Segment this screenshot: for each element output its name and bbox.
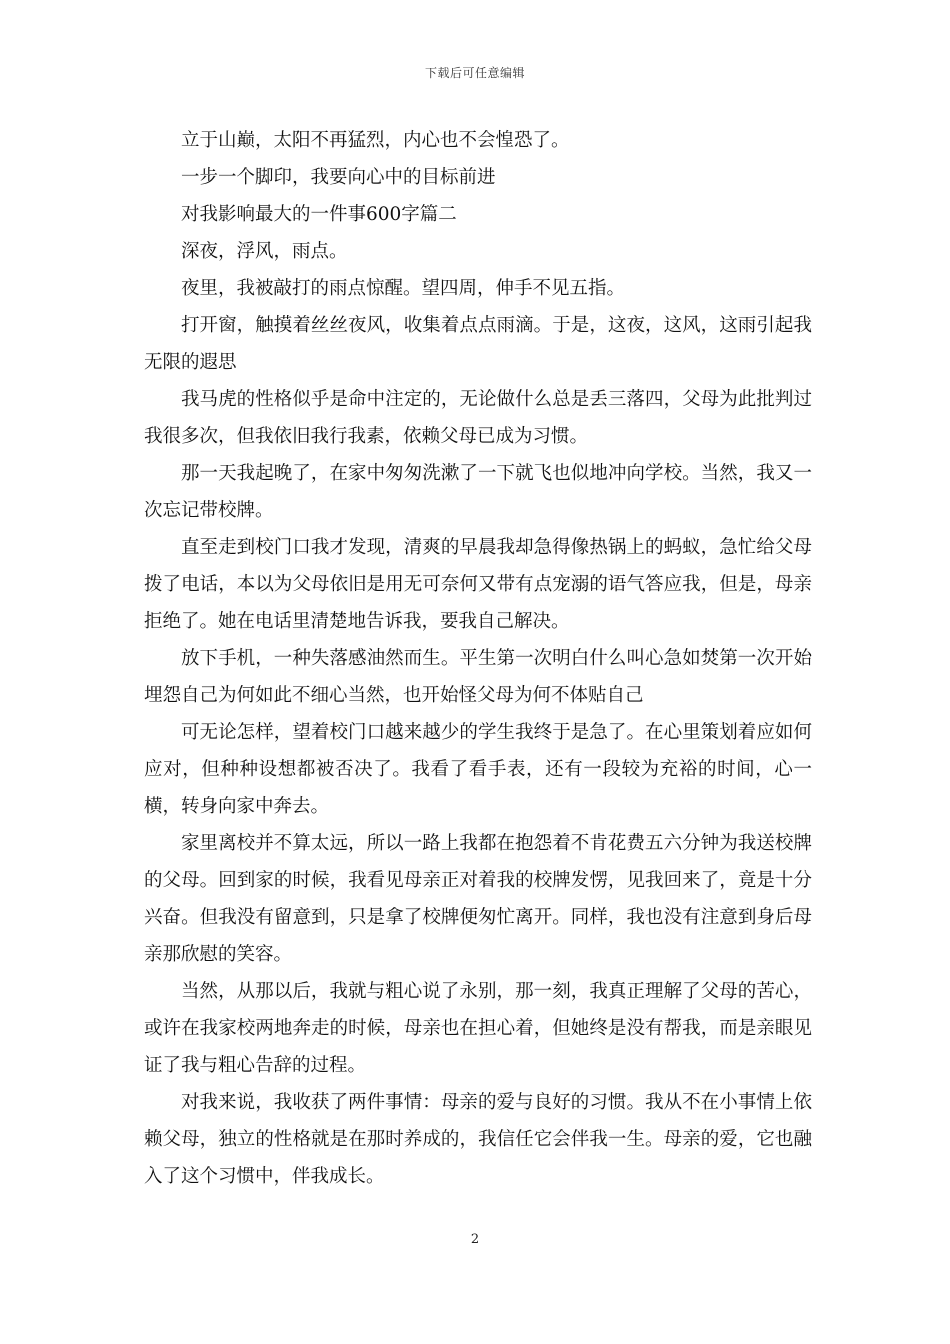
paragraph-4: 深夜，浮风，雨点。 [181,241,348,262]
paragraph-2: 一步一个脚印，我要向心中的目标前进 [181,167,496,188]
paragraph-5: 夜里，我被敲打的雨点惊醒。望四周，伸手不见五指。 [181,278,626,299]
paragraph-9: 直至走到校门口我才发现，清爽的早晨我却急得像热锅上的蚂蚁，急忙给父母拨了电话，本以为父母依旧是用无可奈何又带有点宠溺的语气答应我，但是，母亲拒绝了。她在电话里清楚地告诉我，要我自己解决。 [144,537,812,632]
document-body [144,122,812,1195]
paragraph-11: 可无论怎样，望着校门口越来越少的学生我终于是急了。在心里策划着应如何应对，但种种设想都被否决了。我看了看手表，还有一段较为充裕的时间，心一横，转身向家中奔去。 [144,722,812,817]
paragraph-7: 我马虎的性格似乎是命中注定的，无论做什么总是丢三落四，父母为此批判过我很多次，但我依旧我行我素，依赖父母已成为习惯。 [144,389,812,447]
paragraph-6: 打开窗，触摸着丝丝夜风，收集着点点雨滴。于是，这夜，这风，这雨引起我无限的遐思 [144,315,812,373]
page-header: 下载后可任意编辑 [424,66,525,80]
paragraph-13: 当然，从那以后，我就与粗心说了永别，那一刻，我真正理解了父母的苦心，或许在我家校两地奔走的时候，母亲也在担心着，但她终是没有帮我，而是亲眼见证了我与粗心告辞的过程。 [144,981,812,1076]
paragraph-10: 放下手机，一种失落感油然而生。平生第一次明白什么叫心急如焚第一次开始埋怨自己为何如此不细心当然，也开始怪父母为何不体贴自己 [144,648,812,706]
section-title: 对我影响最大的一件事600字篇二 [181,204,457,225]
paragraph-8: 那一天我起晚了，在家中匆匆洗漱了一下就飞也似地冲向学校。当然，我又一次忘记带校牌。 [144,463,812,521]
page-number: 2 [470,1232,480,1247]
paragraph-12: 家里离校并不算太远，所以一路上我都在抱怨着不肯花费五六分钟为我送校牌的父母。回到家的时候，我看见母亲正对着我的校牌发愣，见我回来了，竟是十分兴奋。但我没有留意到，只是拿了校牌便匆忙离开。同样，我也没有注意到身后母亲那欣慰的笑容。 [144,833,812,965]
paragraph-1: 立于山巅，太阳不再猛烈，内心也不会惶恐了。 [181,130,570,151]
paragraph-14: 对我来说，我收获了两件事情：母亲的爱与良好的习惯。我从不在小事情上依赖父母，独立的性格就是在那时养成的，我信任它会伴我一生。母亲的爱，它也融入了这个习惯中，伴我成长。 [144,1092,812,1187]
